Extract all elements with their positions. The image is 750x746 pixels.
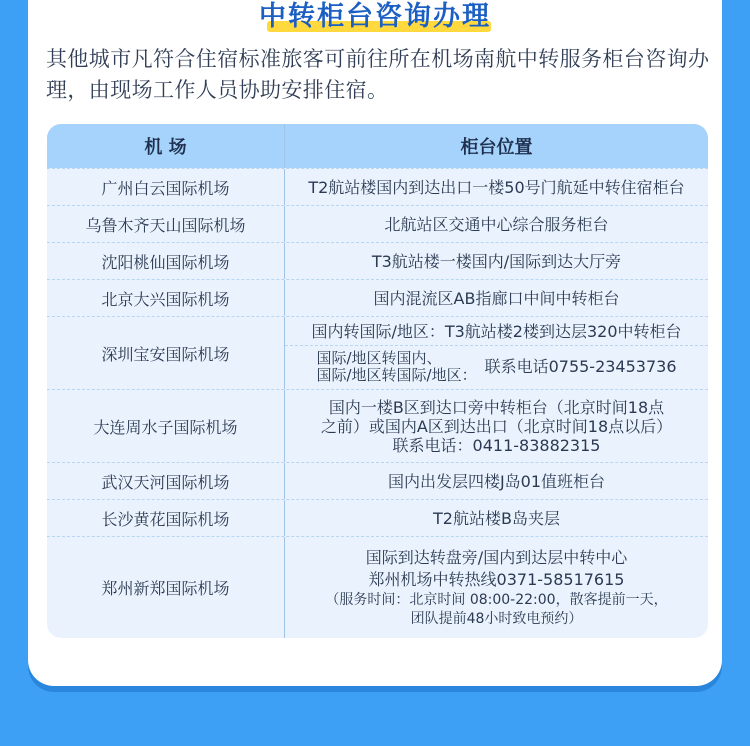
phone-number: 郑州机场中转热线0371-58517615 xyxy=(368,569,625,589)
table-row xyxy=(47,168,708,205)
airport-cell: 大连周水子国际机场 xyxy=(47,390,285,462)
header-airport: 机 场 xyxy=(47,124,285,168)
location-subrow: 国际/地区转国内、 国际/地区转国际/地区： 联系电话0755-23453736 xyxy=(285,345,708,387)
airport-cell: 乌鲁木齐天山国际机场 xyxy=(47,206,285,242)
location-cell: 国内出发层四楼J岛01值班柜台 xyxy=(387,471,606,491)
location-cell: T3航站楼一楼国内/国际到达大厅旁 xyxy=(371,251,622,271)
intro-paragraph: 其他城市凡符合住宿标准旅客可前往所在机场南航中转服务柜台咨询办理，由现场工作人员协助安排住宿。 xyxy=(46,47,710,102)
table-row xyxy=(47,499,708,536)
location-cell xyxy=(285,317,708,389)
table-row xyxy=(47,242,708,279)
table-row xyxy=(47,316,708,389)
airport-cell: 深圳宝安国际机场 xyxy=(47,317,285,389)
page-title: 中转柜台咨询办理 xyxy=(259,1,491,32)
airport-cell: 北京大兴国际机场 xyxy=(47,280,285,316)
table-row xyxy=(47,536,708,638)
location-cell: 国际到达转盘旁/国内到达层中转中心 郑州机场中转热线0371-58517615 （服务时间：北京时间 08:00-22:00，散客提前一天， 团队提前48小时致电预约） xyxy=(325,547,668,627)
airport-cell: 郑州新郑国际机场 xyxy=(47,537,285,638)
location-cell: 国内一楼B区到达口旁中转柜台（北京时间18点 之前）或国内A区到达出口（北京时间18点以后） 联系电话：0411-83882315 xyxy=(320,397,673,455)
table-row xyxy=(47,389,708,462)
table-header xyxy=(47,124,708,168)
location-cell: T2航站楼国内到达出口一楼50号门航延中转住宿柜台 xyxy=(308,177,685,197)
table-row xyxy=(47,462,708,499)
phone-number: 联系电话：0411-83882315 xyxy=(392,435,601,455)
counter-table xyxy=(47,124,708,638)
airport-cell: 武汉天河国际机场 xyxy=(47,463,285,499)
header-location: 柜台位置 xyxy=(460,137,533,158)
location-cell: 国内混流区AB指廊口中间中转柜台 xyxy=(373,288,620,308)
location-cell: 北航站区交通中心综合服务柜台 xyxy=(384,214,609,234)
location-subrow: 国内转国际/地区：T3航站楼2楼到达层320中转柜台 xyxy=(311,321,682,341)
airport-cell: 长沙黄花国际机场 xyxy=(47,500,285,536)
airport-cell: 广州白云国际机场 xyxy=(47,169,285,205)
airport-cell: 沈阳桃仙国际机场 xyxy=(47,243,285,279)
title-area xyxy=(0,0,750,34)
table-row xyxy=(47,205,708,242)
table-row xyxy=(47,279,708,316)
location-cell: T2航站楼B岛夹层 xyxy=(433,508,560,528)
phone-number: 联系电话0755-23453736 xyxy=(484,357,677,376)
